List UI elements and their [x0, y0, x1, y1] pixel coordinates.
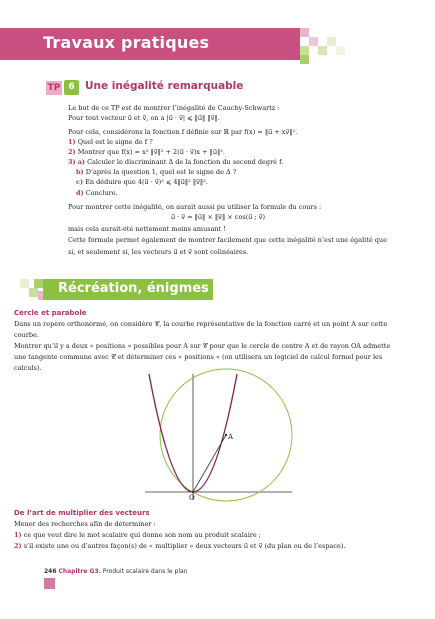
tp-line: Pour cela, considérons la fonction f définie sur ℝ par f(x) = ‖u⃗ + xv⃗‖².: [68, 128, 298, 136]
recreation-banner: [43, 279, 213, 300]
section-line: Mener des recherches afin de déterminer :: [14, 520, 156, 528]
item-text: s’il existe une ou d’autres façon(s) de « multiplier » deux vecteurs u⃗ et v⃗ (du plan ou de l’espace).: [23, 542, 346, 550]
section-line: Dans un repère orthonormé, on considère 𝒞, la courbe représentative de la fonction carré et un point A sur cette: [14, 320, 388, 328]
question-3a: [68, 158, 283, 167]
tp-number: 6: [64, 80, 79, 95]
point-a: [225, 434, 227, 436]
section-title: Cercle et parabole: [14, 309, 87, 317]
decor-square: [20, 279, 29, 288]
decor-square: [309, 37, 318, 46]
tp-line: Pour tout vecteur u⃗ et v⃗, on a |u⃗ · v⃗| ⩽ ‖u⃗‖ ‖v⃗‖.: [68, 114, 220, 122]
marker: 2): [68, 148, 76, 156]
question-text: Quel est le signe de f ?: [77, 138, 153, 146]
question-3b: [76, 168, 236, 177]
tp-line: Le but de ce TP est de montrer l’inégalité de Cauchy-Schwartz :: [68, 104, 280, 112]
decor-square: [300, 55, 309, 64]
origin-label: O: [189, 494, 195, 502]
tp-label: TP: [47, 83, 61, 93]
circle: [160, 369, 292, 501]
section-line: une tangente commune avec 𝒞 et déterminer ces « positions » (on utilisera un logiciel de calcul formel pour les: [14, 353, 383, 361]
marker: d): [76, 189, 84, 197]
decor-square: [327, 37, 336, 46]
parabola: [149, 374, 237, 492]
chapter-title: Produit scalaire dans le plan: [102, 568, 188, 575]
marker: 1): [68, 138, 76, 146]
question-text: Conclure.: [85, 189, 118, 197]
question-text: En déduire que 4(u⃗ · v⃗)² ⩽ 4‖u⃗‖² ‖v⃗‖².: [85, 178, 208, 186]
section-item-2: [14, 542, 345, 551]
decor-square: [29, 288, 38, 297]
question-text: Calculer le discriminant Δ de la fonction du second degré f.: [87, 158, 284, 166]
tp-line: Pour montrer cette inégalité, on aurait aussi pu utiliser la formule du cours :: [68, 203, 322, 211]
tp-formula: u⃗ · v⃗ = ‖u⃗‖ × ‖v⃗‖ × cos(u⃗ ; v⃗): [170, 213, 266, 221]
marker: 3): [68, 158, 76, 166]
point-a-label: A: [228, 433, 234, 441]
decor-square: [336, 46, 345, 55]
marker: b): [76, 168, 84, 176]
question-text: D’après la question 1, quel est le signe de Δ ?: [85, 168, 237, 176]
chapter-label: Chapitre G3.: [58, 568, 101, 575]
question-3c: [76, 178, 208, 187]
recreation-title: Récréation, énigmes: [58, 281, 209, 296]
segment-oa: [193, 435, 226, 492]
marker: 2): [14, 542, 22, 550]
marker: c): [76, 178, 84, 186]
section-line: Montrer qu’il y a deux « positions » possibles pour A sur 𝒞 pour que le cercle de centre A et de rayon OA admette: [14, 342, 391, 350]
question-1: [68, 138, 153, 147]
section-line: calculs).: [14, 364, 42, 372]
section-title: De l’art de multiplier des vecteurs: [14, 509, 150, 517]
tp-line: mais cela aurait-été nettement moins amusant !: [68, 225, 226, 233]
decor-square: [318, 46, 327, 55]
decor-square: [300, 28, 309, 37]
decor-square: [34, 279, 43, 288]
page-title: Travaux pratiques: [43, 33, 210, 52]
marker: 1): [14, 531, 22, 539]
question-2: [68, 148, 225, 157]
footer-decor-square: [44, 578, 55, 589]
decor-square: [300, 46, 309, 55]
tp-line: Cette formule permet également de montrer facilement que cette inégalité n’est une égalité que: [68, 236, 387, 244]
page-footer: [44, 568, 187, 575]
section-item-1: [14, 531, 261, 540]
section-line: courbe.: [14, 331, 39, 339]
point-o: [192, 491, 194, 493]
question-3d: [76, 189, 118, 198]
tp-title: Une inégalité remarquable: [85, 80, 244, 92]
page-number: 246: [44, 568, 57, 575]
header-banner: [0, 28, 300, 60]
question-text: Montrer que f(x) = x² ‖v⃗‖² + 2(u⃗ · v⃗)x + ‖u⃗‖².: [77, 148, 225, 156]
marker: a): [77, 158, 85, 166]
tp-line: si, et seulement si, les vecteurs u⃗ et v⃗ sont colinéaires.: [68, 248, 249, 256]
item-text: ce que veut dire le mot scalaire qui donne son nom au produit scalaire ;: [23, 531, 261, 539]
